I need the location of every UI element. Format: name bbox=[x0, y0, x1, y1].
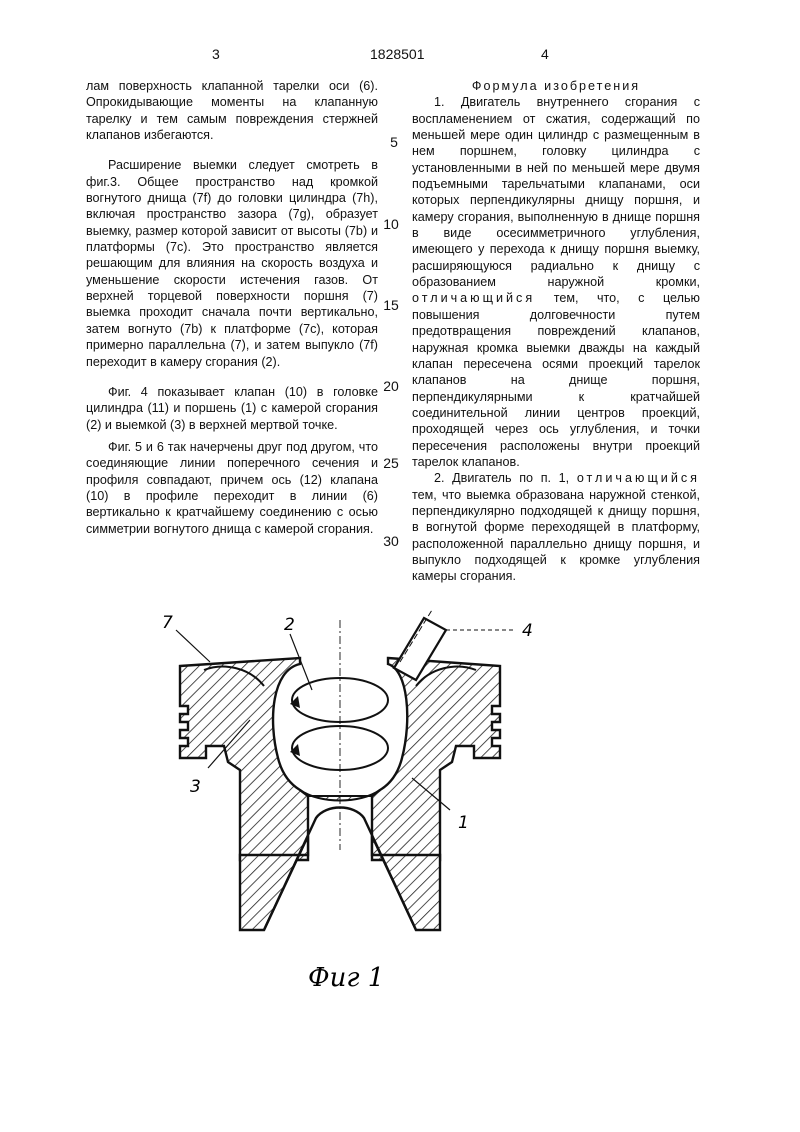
figure-label-3: 3 bbox=[190, 777, 201, 797]
claim-text: тем, что выемка образована наружной стенкой, перпендикулярно подходящей к днищу поршня, в вогнутой форме переходящей в платформу, расположенной параллельно днищу поршня, и выпукло подходящей к кромке углубления камеры сгорания. bbox=[412, 487, 700, 584]
claim-1 bbox=[412, 94, 700, 470]
claim-text: тем, что, с целью повышения долговечности путем предотвращения повреждений клапанов, наружная кромка выемки дважды на каждый клапан пересечена осями проекций тарелок клапанов на днище поршня, перпендикулярными к кратчайшей соединительной линии центров проекций, проходящей через ось углубления, и точки пересечения расположены внутри проекций тарелок клапанов. bbox=[412, 291, 700, 469]
figure-label-2: 2 bbox=[284, 615, 295, 635]
claim-keyword: отличающийся bbox=[576, 471, 700, 486]
paragraph: лам поверхность клапанной тарелки оси (6). Опрокидывающие моменты на клапанную тарелку и тем самым повреждения стержней клапанов избегаются. bbox=[86, 79, 378, 143]
line-number: 15 bbox=[383, 297, 399, 313]
line-number: 5 bbox=[390, 134, 398, 150]
right-column bbox=[412, 78, 700, 585]
piston-cross-section-figure bbox=[140, 600, 560, 1000]
page-number-left: 3 bbox=[212, 46, 220, 62]
figure-caption: Фиг 1 bbox=[308, 963, 385, 993]
claim-text: 2. Двигатель по п. 1, bbox=[434, 471, 570, 486]
line-number: 30 bbox=[383, 533, 399, 549]
claim-2 bbox=[412, 470, 700, 584]
left-column bbox=[86, 78, 378, 537]
patent-number: 1828501 bbox=[370, 46, 425, 62]
figure-label-1: 1 bbox=[458, 813, 469, 833]
piston-body bbox=[180, 658, 500, 930]
figure-label-7: 7 bbox=[162, 613, 173, 633]
line-number: 25 bbox=[383, 455, 399, 471]
figure-label-4: 4 bbox=[522, 621, 533, 641]
paragraph: Расширение выемки следует смотреть в фиг.3. Общее пространство над кромкой вогнутого днища (7f) до головки цилиндра (7h), включая пространство зазора (7g), образует выемку, размер которой зависит от высоты (7b) и платформы (7c). Это пространство является решающим для влияния на скорость воздуха и уменьшение скорости истечения газов. От верхней торцевой поверхности поршня (7) выемка проходит сначала почти вертикально, затем вогнуто (7b) к платформе (7c), которая примерно параллельна (7), и затем выпукло (7f) переходит в камеру сгорания (2). bbox=[86, 158, 378, 369]
paragraph: Фиг. 4 показывает клапан (10) в головке цилиндра (11) и поршень (1) с камерой сгорания (2) и выемкой (3) в верхней мертвой точке. bbox=[86, 384, 378, 432]
line-number: 20 bbox=[383, 378, 399, 394]
claims-title: Формула изобретения bbox=[471, 79, 641, 93]
paragraph: Фиг. 5 и 6 так начерчены друг под другом, что соединяющие линии поперечного сечения и профиля совпадают, причем ось (12) клапана (10) в профиле переходит в линии (6) вертикально к кратчайшему соединению с осью симметрии вогнутого днища с камерой сгорания. bbox=[86, 439, 378, 536]
line-number: 10 bbox=[383, 216, 399, 232]
page-number-right: 4 bbox=[541, 46, 549, 62]
claim-text: 1. Двигатель внутреннего сгорания с воспламенением от сжатия, содержащий по меньшей мере один цилиндр с размещенным в нем поршнем, головку цилиндра с установленными в ней по меньшей мере двумя подъемными тарельчатыми клапанами, оси которых перпендикулярны днищу поршня, и камеру сгорания, выполненную в днище поршня в виде осесимметричного углубления, имеющего у перехода к днищу поршня выемку, расширяющуюся радиально к днищу с образованием наружной кромки, bbox=[412, 95, 700, 290]
claim-keyword: отличающийся bbox=[412, 291, 536, 306]
